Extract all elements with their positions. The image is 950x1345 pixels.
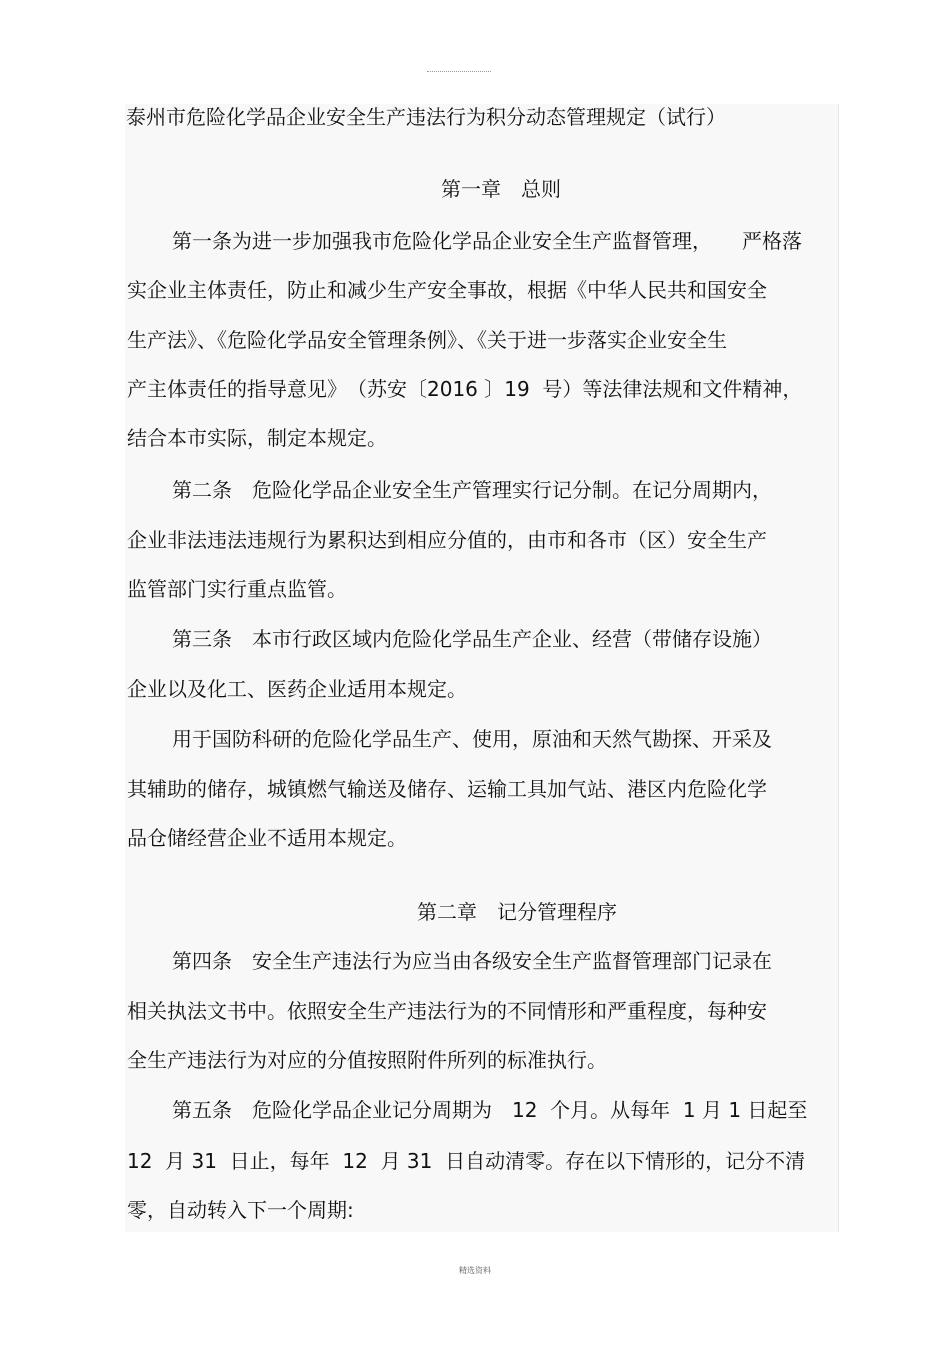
- article-3b-line-3: 品仓储经营企业不适用本规定。: [127, 826, 407, 850]
- document-title: 泰州市危险化学品企业安全生产违法行为积分动态管理规定（试行）: [126, 105, 726, 129]
- article-4-line-1: 第四条 安全生产违法行为应当由各级安全生产监督管理部门记录在: [172, 949, 772, 973]
- article-1-line-2: 实企业主体责任，防止和减少生产安全事故，根据《中华人民共和国安全: [127, 278, 767, 302]
- article-5-line-3: 零，自动转入下一个周期:: [127, 1198, 354, 1222]
- article-1-line-4: 产主体责任的指导意见》 （苏安〔2016 〕19 号）等法律法规和文件精神，: [127, 377, 803, 401]
- article-4-line-2: 相关执法文书中。依照安全生产违法行为的不同情形和严重程度，每种安: [127, 999, 767, 1023]
- article-3-line-1: 第三条 本市行政区域内危险化学品生产企业、经营（带储存设施）: [172, 627, 772, 651]
- article-1-line-5: 结合本市实际，制定本规定。: [127, 426, 387, 450]
- article-4-line-3: 全生产违法行为对应的分值按照附件所列的标准执行。: [127, 1048, 607, 1072]
- article-2-line-3: 监管部门实行重点监管。: [127, 577, 347, 601]
- chapter-heading-1: 第一章 总则: [441, 177, 561, 201]
- article-1-line-1: 第一条为进一步加强我市危险化学品企业安全生产监督管理， 严格落: [172, 229, 802, 253]
- article-3-line-2: 企业以及化工、医药企业适用本规定。: [127, 677, 467, 701]
- article-5-line-2: 12 月 31 日止，每年 12 月 31 日自动清零。存在以下情形的，记分不清: [127, 1149, 806, 1173]
- chapter-heading-2: 第二章 记分管理程序: [417, 900, 617, 924]
- article-2-line-1: 第二条 危险化学品企业安全生产管理实行记分制。在记分周期内，: [172, 478, 772, 502]
- header-rule: [427, 71, 491, 72]
- article-3b-line-2: 其辅助的储存，城镇燃气输送及储存、运输工具加气站、港区内危险化学: [127, 777, 767, 801]
- article-2-line-2: 企业非法违法违规行为累积达到相应分值的，由市和各市（区）安全生产: [127, 528, 767, 552]
- article-3b-line-1: 用于国防科研的危险化学品生产、使用，原油和天然气勘探、开采及: [172, 727, 772, 751]
- article-5-line-1: 第五条 危险化学品企业记分周期为 12 个月。从每年 1 月 1 日起至: [172, 1098, 808, 1122]
- article-1-line-3: 生产法》、《危险化学品安全管理条例》、《关于进一步落实企业安全生: [127, 328, 727, 352]
- footer-label: 精选资料: [459, 1266, 491, 1275]
